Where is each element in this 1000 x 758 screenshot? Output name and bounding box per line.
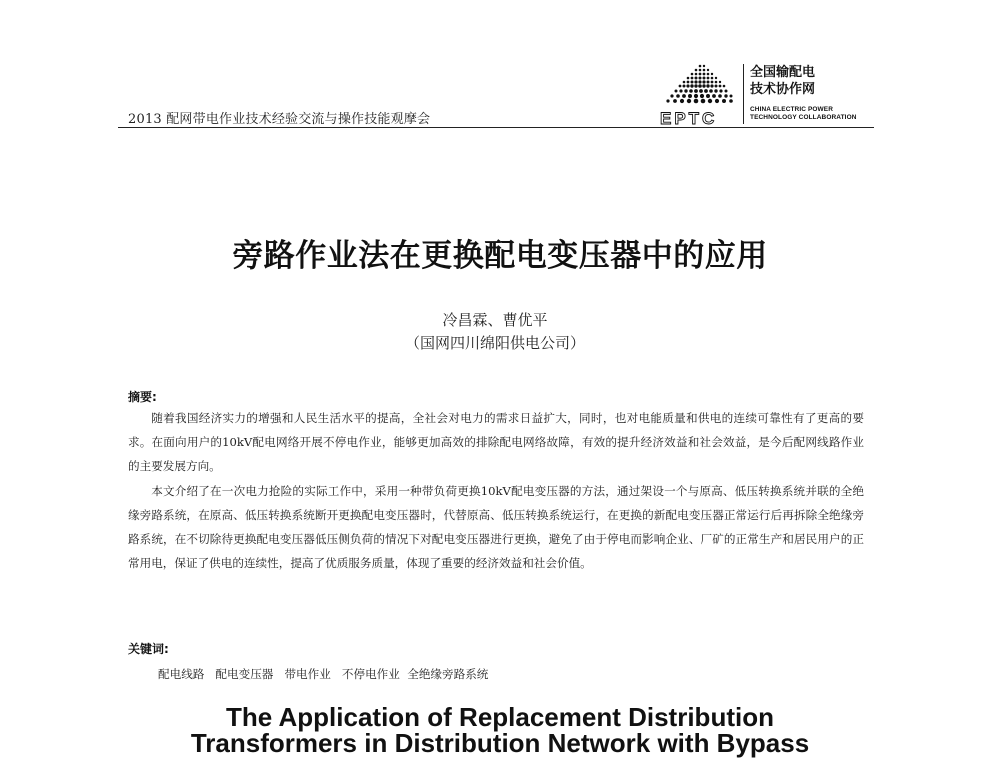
eptc-logo bbox=[660, 60, 875, 126]
abstract-body bbox=[128, 406, 864, 575]
logo-en-line2: TECHNOLOGY COLLABORATION bbox=[750, 114, 857, 121]
keywords-label: 关键词: bbox=[128, 642, 169, 656]
logo-en-text bbox=[750, 106, 857, 122]
eptc-logo-icon bbox=[660, 60, 740, 126]
english-title bbox=[0, 704, 1000, 756]
english-title-line2: Transformers in Distribution Network with Bypass bbox=[190, 728, 810, 758]
logo-cn-line2: 技术协作网 bbox=[750, 82, 816, 97]
eptc-acronym: EPTC bbox=[660, 109, 718, 126]
english-title-line1: The Application of Replacement Distribution bbox=[226, 702, 774, 732]
conference-header: 2013 配网带电作业技术经验交流与操作技能观摩会 bbox=[128, 112, 431, 127]
keywords-list: 配电线路 配电变压器 带电作业 不停电作业 全绝缘旁路系统 bbox=[158, 667, 489, 681]
logo-cn-text bbox=[750, 64, 815, 98]
abstract-paragraph-1: 随着我国经济实力的增强和人民生活水平的提高，全社会对电力的需求日益扩大，同时，也对电能质量和供电的连续可靠性有了更高的要求。在面向用户的10kV配电网络开展不停电作业，能够更加高效的排除配电网络故障，有效的提升经济效益和社会效益，是今后配网线路作业的主要发展方向。 bbox=[128, 411, 864, 474]
paper-affiliation: （国网四川绵阳供电公司） bbox=[404, 334, 585, 352]
logo-divider bbox=[743, 64, 744, 124]
paper-title: 旁路作业法在更换配电变压器中的应用 bbox=[232, 238, 768, 274]
abstract-paragraph-2: 本文介绍了在一次电力抢险的实际工作中，采用一种带负荷更换10kV配电变压器的方法，通过架设一个与原高、低压转换系统并联的全绝缘旁路系统，在原高、低压转换系统断开更换配电变压器时，代替原高、低压转换系统运行，在更换的新配电变压器正常运行后再拆除全绝缘旁路系统，在不切除待更换配电变压器低压侧负荷的情况下对配电变压器进行更换，避免了由于停电而影响企业、厂矿的正常生产和居民用户的正常用电，保证了供电的连续性，提高了优质服务质量，体现了重要的经济效益和社会价值。 bbox=[128, 483, 864, 571]
abstract-label: 摘要: bbox=[128, 390, 157, 404]
paper-authors: 冷昌霖、曹优平 bbox=[442, 311, 548, 329]
logo-en-line1: CHINA ELECTRIC POWER bbox=[750, 106, 834, 113]
logo-cn-line1: 全国输配电 bbox=[750, 65, 816, 80]
header-divider bbox=[118, 127, 874, 128]
